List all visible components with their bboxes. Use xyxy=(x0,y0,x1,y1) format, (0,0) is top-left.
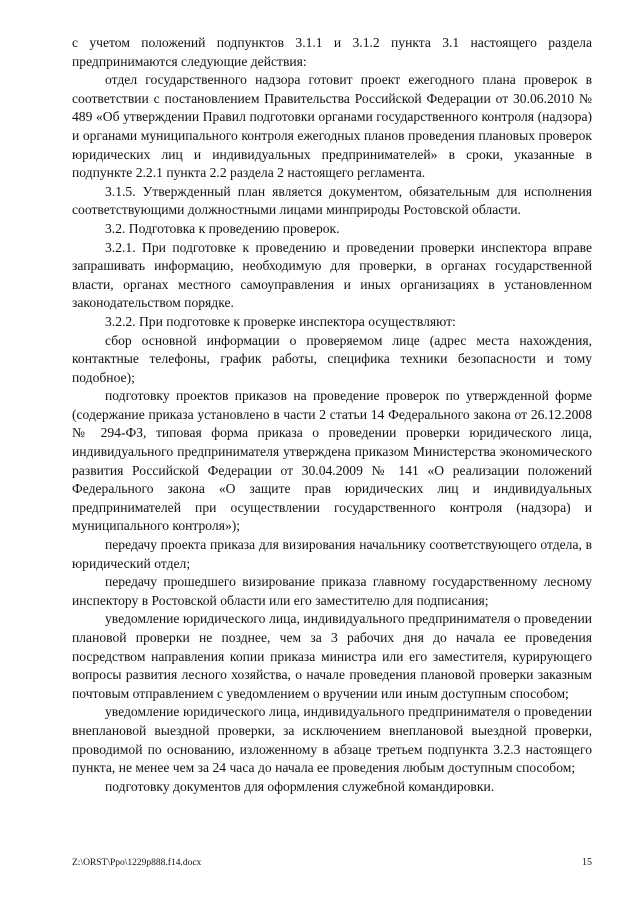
paragraph: уведомление юридического лица, индивидуального предпринимателя о проведении плановой проверки не позднее, чем за 3 рабочих дня до начала ее проведения посредством направления копии приказа министра или его заместителя, курирующего вопросы развития лесного хозяйства, о начале проведения плановой проверки заказным почтовым отправлением с уведомлением о вручении или иным доступным способом; xyxy=(72,611,592,701)
paragraph: 3.2.2. При подготовке к проверке инспектора осуществляют: xyxy=(105,313,456,329)
paragraph: с учетом положений подпунктов 3.1.1 и 3.1.2 пункта 3.1 настоящего раздела предпринимаются следующие действия: xyxy=(72,35,592,69)
page-footer xyxy=(72,856,592,870)
paragraph: передачу прошедшего визирование приказа главному государственному лесному инспектору в Ростовской области или его заместителю для подписания; xyxy=(72,574,592,608)
paragraph: 3.2. Подготовка к проведению проверок. xyxy=(105,220,340,236)
footer-file-path: Z:\ORST\Ppo\1229p888.f14.docx xyxy=(72,858,202,868)
paragraph: подготовку документов для оформления служебной командировки. xyxy=(105,778,495,794)
paragraph: 3.2.1. При подготовке к проведению и проведении проверки инспектора вправе запрашивать информацию, необходимую для проверки, в органах государственной власти, органах местного самоуправления и иных организациях в установленном законодательством порядке. xyxy=(72,239,592,311)
paragraph: уведомление юридического лица, индивидуального предпринимателя о проведении внеплановой выездной проверки, за исключением внеплановой выездной проверки, проводимой по основанию, изложенному в абзаце третьем подпункта 3.2.3 настоящего пункта, не менее чем за 24 часа до начала ее проведения любым доступным способом; xyxy=(72,704,592,776)
page-number: 15 xyxy=(582,857,592,868)
document-body xyxy=(72,34,592,796)
paragraph: передачу проекта приказа для визирования начальнику соответствующего отдела, в юридический отдел; xyxy=(72,537,592,571)
paragraph: сбор основной информации о проверяемом лице (адрес места нахождения, контактные телефоны, график работы, специфика техники безопасности и тому подобное); xyxy=(72,332,592,385)
paragraph: подготовку проектов приказов на проведение проверок по утвержденной форме (содержание приказа установлено в части 2 статьи 14 Федерального закона от 26.12.2008 № 294-ФЗ, типовая форма приказа о проведении проверки юридического лица, индивидуального предпринимателя утверждена приказом Министерства экономического развития Российской Федерации от 30.04.2009 № 141 «О реализации положений Федерального закона «О защите прав юридических лиц и индивидуальных предпринимателей при осуществлении государственного контроля (надзора) и муниципального контроля»); xyxy=(72,388,592,534)
paragraph: 3.1.5. Утвержденный план является документом, обязательным для исполнения соответствующими должностными лицами минприроды Ростовской области. xyxy=(72,183,592,218)
paragraph: отдел государственного надзора готовит проект ежегодного плана проверок в соответствии с постановлением Правительства Российской Федерации от 30.06.2010 № 489 «Об утверждении Правил подготовки органами государственного контроля (надзора) и органами муниципального контроля ежегодных планов проведения плановых проверок юридических лиц и индивидуальных предпринимателей» в сроки, указанные в подпункте 2.2.1 пункта 2.2 раздела 2 настоящего регламента. xyxy=(72,72,592,181)
